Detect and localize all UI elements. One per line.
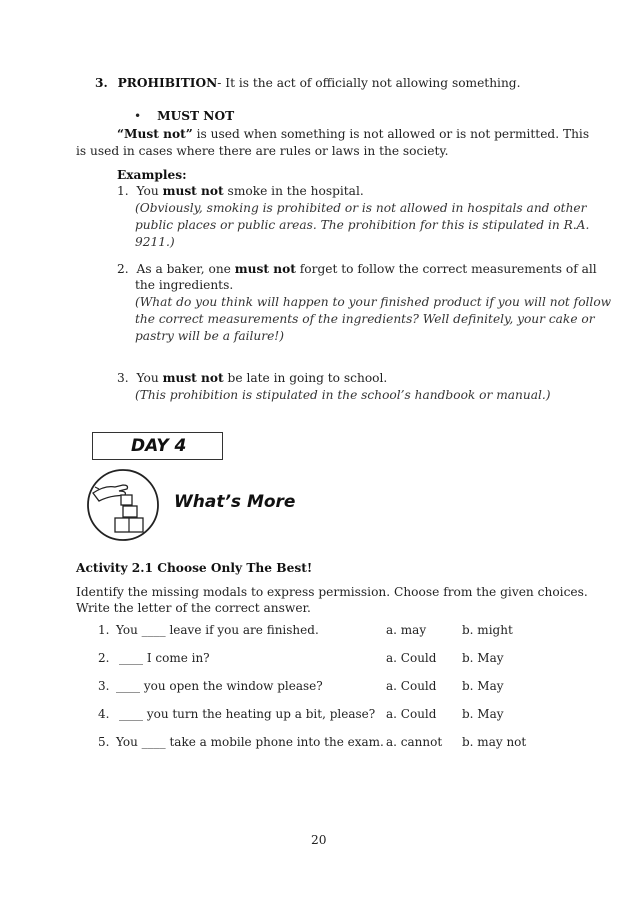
day-label: DAY 4 [131,436,187,456]
item-number: 3. [98,679,110,693]
example-line2: the ingredients. [135,278,234,292]
item-question: ____ I come in? [119,651,210,665]
example-pre: As a baker, one [136,262,235,276]
item-question: You ____ leave if you are finished. [116,623,319,637]
example-3 [117,371,387,385]
paragraph-line1-text: is used when something is not allowed or is not permitted. This [192,127,590,141]
example-post: be late in going to school. [223,371,388,385]
item-choice-a: a. Could [386,651,437,665]
definition-paragraph-line1 [117,127,589,141]
section-number: 3. [95,76,108,90]
item-number: 4. [98,707,110,721]
item-choice-b: b. might [462,623,513,637]
examples-label-text: Examples: [117,168,187,182]
example-note-line: 9211.) [135,235,175,249]
bullet-label: MUST NOT [157,109,235,123]
bullet-item [134,109,234,123]
definition-paragraph-line2: is used in cases where there are rules or laws in the society. [76,144,449,158]
item-number: 2. [98,651,110,665]
item-question: You ____ take a mobile phone into the exam. [116,735,384,749]
item-choice-b: b. may not [462,735,527,749]
example-2 [117,262,597,276]
section-definition: - It is the act of officially not allowing something. [217,76,521,90]
example-note-line: (What do you think will happen to your finished product if you will not follow [135,295,612,309]
item-choice-b: b. May [462,651,504,665]
example-note-line: public places or public areas. The prohibition for this is stipulated in R.A. [135,218,590,232]
example-post: forget to follow the correct measurements of all [295,262,597,276]
activity-instructions-line1: Identify the missing modals to express permission. Choose from the given choices. [76,585,588,599]
day-label-box [92,432,223,460]
example-number: 3. [117,371,129,385]
example-1 [117,184,364,198]
example-pre: You [136,184,163,198]
example-number: 2. [117,262,129,276]
activity-title-text: Activity 2.1 Choose Only The Best! [76,561,313,575]
item-number: 1. [98,623,110,637]
section-heading [95,76,520,90]
section-title: PROHIBITION [117,76,218,90]
example-note-line: the correct measurements of the ingredients? Well definitely, your cake or [135,312,595,326]
paragraph-bold-term: “Must not” [117,127,193,141]
whats-more-icon [85,467,161,543]
item-choice-a: a. cannot [386,735,443,749]
item-choice-b: b. May [462,707,504,721]
page-number: 20 [311,833,327,847]
example-note-line: (This prohibition is stipulated in the school’s handbook or manual.) [135,388,551,402]
example-bold: must not [234,262,296,276]
examples-label [117,168,187,182]
item-choice-a: a. Could [386,707,437,721]
item-choice-a: a. Could [386,679,437,693]
example-note-line: pastry will be a failure!) [135,329,284,343]
example-number: 1. [117,184,129,198]
item-choice-a: a. may [386,623,427,637]
example-bold: must not [162,184,224,198]
example-pre: You [136,371,163,385]
example-post: smoke in the hospital. [223,184,364,198]
item-question: ____ you turn the heating up a bit, please? [119,707,376,721]
item-choice-b: b. May [462,679,504,693]
bullet-dot-icon: • [134,109,142,123]
activity-title [76,561,312,575]
activity-instructions-line2: Write the letter of the correct answer. [76,601,311,615]
item-question: ____ you open the window please? [116,679,323,693]
whats-more-title: What’s More [174,492,296,512]
example-note-line: (Obviously, smoking is prohibited or is not allowed in hospitals and other [135,201,587,215]
item-number: 5. [98,735,110,749]
example-bold: must not [162,371,224,385]
